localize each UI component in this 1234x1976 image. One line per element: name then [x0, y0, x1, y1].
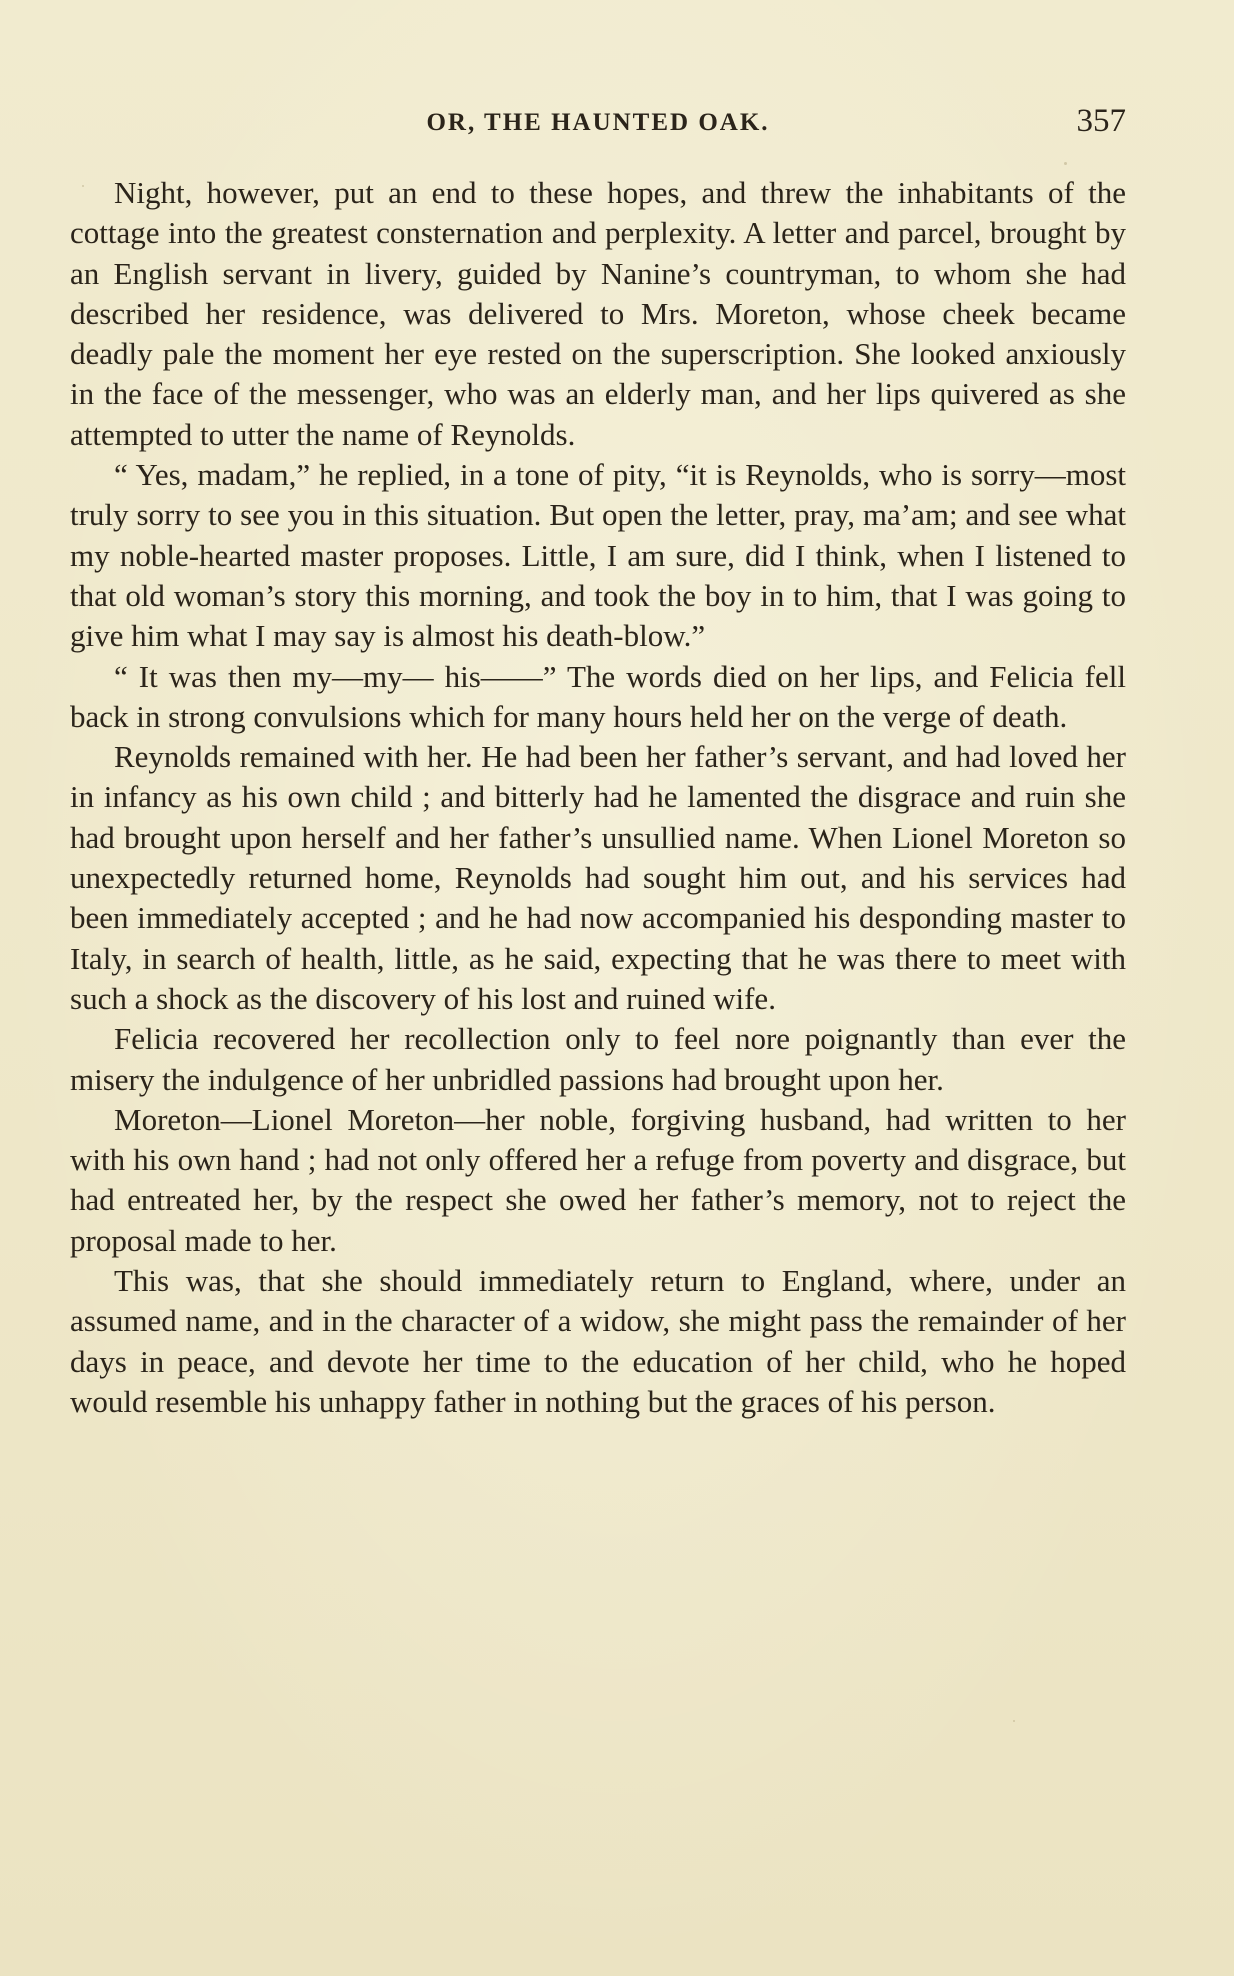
- paragraph: Reynolds remained with her. He had been her father’s servant, and had loved her in infancy as his own child ; and bitterly had he lamented the disgrace and ruin she had brought upon herself and her father’s unsullied name. When Lionel Moreton so unexpectedly returned home, Reynolds had sought him out, and his services had been immediately accepted ; and he had now accompanied his desponding master to Italy, in search of health, little, as he said, expecting that he was there to meet with such a shock as the discovery of his lost and ruined wife.: [70, 739, 1126, 1016]
- paper-speck: [1013, 1720, 1015, 1722]
- paper-speck: [82, 185, 84, 187]
- paragraph: Moreton—Lionel Moreton—her noble, forgiving husband, had written to her with his own hand ; had not only offered her a refuge from poverty and disgrace, but had entreated her, by the respect she owed her father’s memory, not to reject the proposal made to her.: [70, 1101, 1126, 1258]
- running-head: OR, THE HAUNTED OAK.: [426, 109, 770, 136]
- paragraph: Felicia recovered her recollection only to feel nore poignantly than ever the misery the indulgence of her unbridled passions had brought upon her.: [70, 1021, 1126, 1097]
- page-number: 357: [1076, 103, 1126, 139]
- paragraph: “ It was then my—my— his——” The words died on her lips, and Felicia fell back in strong convulsions which for many hours held her on the verge of death.: [70, 658, 1126, 734]
- page-header: [70, 103, 1126, 143]
- paragraph: This was, that she should immediately return to England, where, under an assumed name, and in the character of a widow, she might pass the remainder of her days in peace, and devote her time to the education of her child, who he hoped would resemble his unhappy father in nothing but the graces of his person.: [70, 1263, 1126, 1419]
- paragraph: Night, however, put an end to these hopes, and threw the inhabitants of the cottage into the greatest consternation and perplexity. A letter and parcel, brought by an English servant in livery, guided by Nanine’s countryman, to whom she had described her residence, was delivered to Mrs. Moreton, whose cheek became deadly pale the moment her eye rested on the superscription. She looked anxiously in the face of the messenger, who was an elderly man, and her lips quivered as she attempted to utter the name of Reynolds.: [70, 175, 1126, 452]
- body-text: [70, 173, 1126, 1422]
- paragraph: “ Yes, madam,” he replied, in a tone of pity, “it is Reynolds, who is sorry—most truly sorry to see you in this situation. But open the letter, pray, ma’am; and see what my noble-hearted master proposes. Little, I am sure, did I think, when I listened to that old woman’s story this morning, and took the boy in to him, that I was going to give him what I may say is almost his death-blow.”: [70, 457, 1126, 654]
- paper-speck: [1064, 162, 1067, 165]
